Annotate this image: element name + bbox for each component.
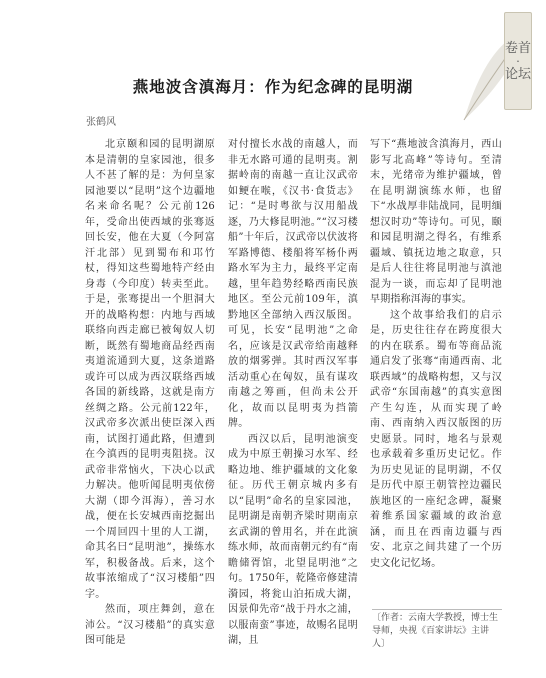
section-tab-dot: · <box>516 54 520 68</box>
column-2 <box>228 137 358 649</box>
paragraph: 对付擅长水战的南越人，而非无水路可通的昆明夷。割据岭南的南越一直让汉武帝如鲠在喉，《汉书·食货志》记：“是时粤欲与汉用船战逐，乃大修昆明池。”“汉习楼船”十年后，汉武帝以伏波将军路博德、楼船将军杨仆两路水军为主力，最终平定南越，里年趋势经略西南民族地区。至公元前109年，滇黔地区全部纳入西汉版图。可见，长安“昆明池”之命名，应该是汉武帝给南越释放的烟雾弹。其时西汉军事活动重心在匈奴，虽有谋攻南越之筹画，但尚未公开化，故而以昆明夷为挡箭牌。 <box>228 139 358 429</box>
leaf-ornament-icon <box>458 0 546 130</box>
column-1 <box>85 137 215 649</box>
column-3 <box>370 137 502 571</box>
paragraph: 然而，项庄舞剑，意在沛公。“汉习楼船”的真实意图可能是 <box>85 604 215 646</box>
section-tab-line1: 卷首 <box>505 40 532 56</box>
author-note: 〔作者：云南大学教授，博士生导师，央视《百家讲坛》主讲人〕 <box>372 609 502 651</box>
section-decoration <box>458 0 546 130</box>
article-author: 张鹤风 <box>86 117 116 128</box>
article-title: 燕地波含滇海月：作为纪念碑的昆明湖 <box>132 77 414 96</box>
paragraph: 北京颐和园的昆明湖原本是清朝的皇家园池，很多人不甚了解的是：为何皇家园池要以“昆明”这个边疆地名来命名呢？公元前126年，受命出使西域的张骞返回长安，他在大夏（今阿富汗北部）见到蜀布和邛竹杖，得知这些蜀地特产经由身毒（今印度）转卖至此。于是，张骞提出一个胆洞大开的战略构想：内地与西域联络向西走廊已被匈奴人切断，既然有蜀地商品经西南夷道流通到大夏，这条道路或许可以成为西汉联络西域各国的新线路，这就是南方丝绸之路。公元前122年，汉武帝多次派出使臣深入西南，试图打通此路，但遭到在今滇西的昆明夷阻挠。汉武帝非常恼火，下决心以武力解决。他听闻昆明夷依傍大湖（即今洱海），善习水战，便在长安城西南挖掘出一个周回四十里的人工湖，命其名曰“昆明池”，操练水军，积极备战。后来，这个故事浓缩成了“汉习楼船”四字。 <box>85 139 215 600</box>
paragraph: 西汉以后，昆明池演变成为中原王朝操习水军、经略边地、维护疆域的文化象征。历代王朝京城内多有以“昆明”命名的皇家园池，昆明湖是南朝齐梁时期南京玄武湖的曾用名，并在此演练水师，故而南朝元约有“南瞻储胥馆，北望昆明池”之句。1750年，乾隆帝修建清漪园，将瓮山泊拓成大湖，因景仰先帝“战于丹水之浦，以服南蛮”事迹，故赐名昆明湖，且 <box>228 433 358 646</box>
paragraph: 这个故事给我们的启示是，历史往往存在跨度很大的内在联系。蜀布等商品流通启发了张骞“南通西南、北联西域”的战略构想，又与汉武帝“东国南越”的真实意图产生勾连，从而实现了岭南、西南纳入西汉版图的历史愿景。同时，地名与景观也承载着多重历史记忆。作为历史见证的昆明湖，不仅是历代中原王朝管控边疆民族地区的一座纪念碑，凝聚着维系国家疆域的政治意涵，而且在西南边疆与西安、北京之间共建了一个历史文化记忆场。 <box>370 309 502 569</box>
section-tab-line2: 论坛 <box>505 66 532 82</box>
paragraph: 写下“燕地波含滇海月，西山影写北高峰”等诗句。至清末，光绪帝为维护疆域，曾在昆明湖演练水师，也留下“水战厚非陆战同，昆明缅想汉时功”等诗句。可见，颐和园昆明湖之得名，有维系疆域、镇抚边地之取意，只是后人往往将昆明池与滇池混为一谈，而忘却了昆明池早期指称洱海的事实。 <box>370 139 502 305</box>
